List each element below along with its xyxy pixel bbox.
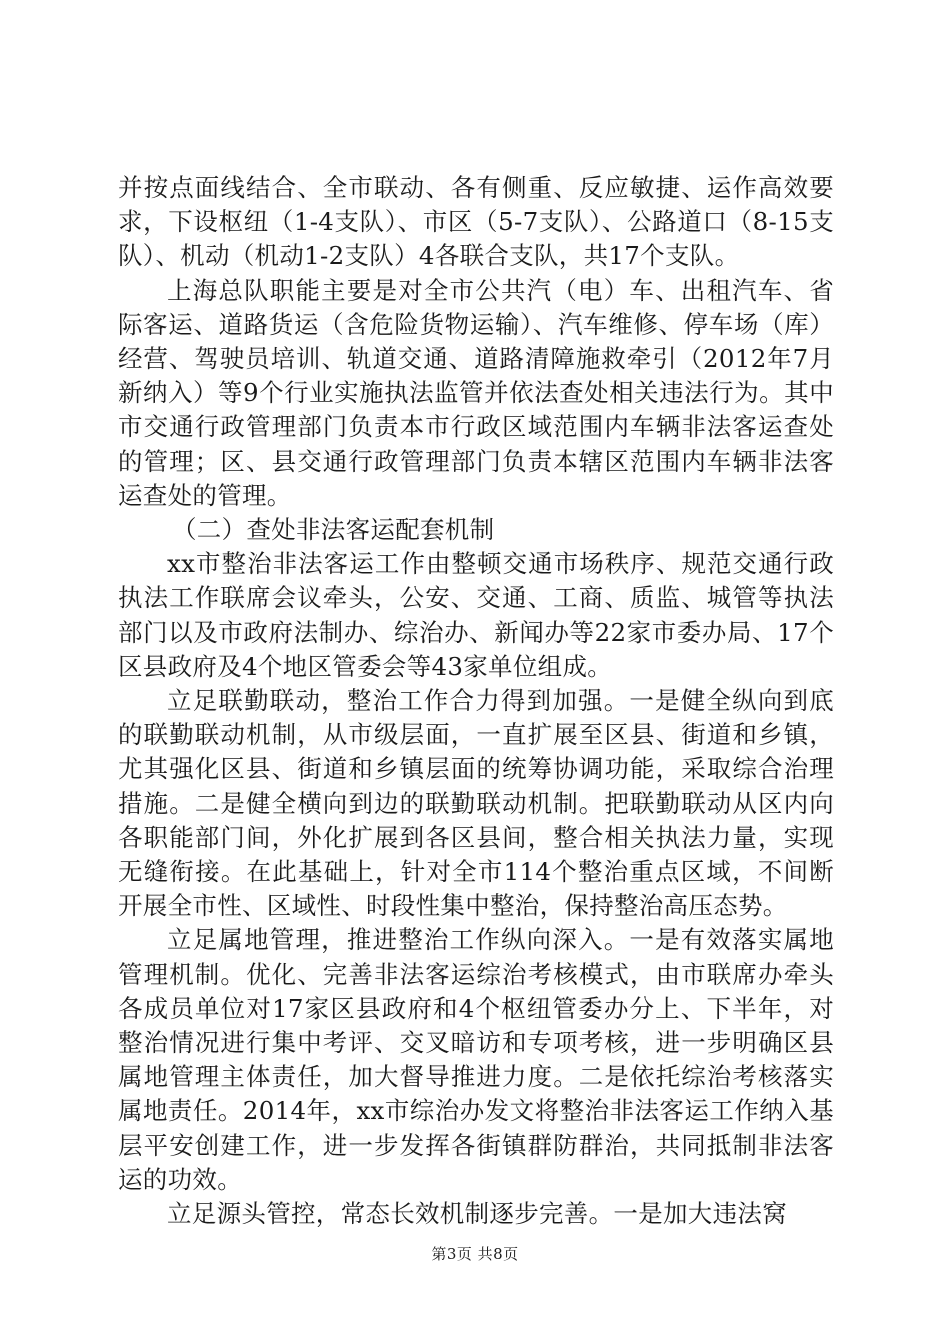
document-body [118,171,834,1231]
paragraph-shanghai-duties: 上海总队职能主要是对全市公共汽（电）车、出租汽车、省际客运、道路货运（含危险货物运输）、汽车维修、停车场（库）经营、驾驶员培训、轨道交通、道路清障施救牵引（2012年7月新纳入）等9个行业实施执法监管并依法查处相关违法行为。其中市交通行政管理部门负责本市行政区域范围内车辆非法客运查处的管理；区、县交通行政管理部门负责本辖区范围内车辆非法客运查处的管理。 [118,275,834,510]
section-heading: （二）查处非法客运配套机制 [172,515,495,545]
paragraph-joint-meeting: xx市整治非法客运工作由整顿交通市场秩序、规范交通行政执法工作联席会议牵头，公安、交通、工商、质监、城管等执法部门以及市政府法制办、综治办、新闻办等22家市委办局、17个区县政府及4个地区管委会等43家单位组成。 [118,549,834,681]
paragraph-continued: 并按点面线结合、全市联动、各有侧重、反应敏捷、运作高效要求，下设枢纽（1-4支队）、市区（5-7支队）、公路道口（8-15支队）、机动（机动1-2支队）4各联合支队，共17个支队。 [118,173,834,271]
paragraph-territorial-management: 立足属地管理，推进整治工作纵向深入。一是有效落实属地管理机制。优化、完善非法客运综治考核模式，由市联席办牵头各成员单位对17家区县政府和4个枢纽管委办分上、下半年，对整治情况进行集中考评、交叉暗访和专项考核，进一步明确区县属地管理主体责任，加大督导推进力度。二是依托综治考核落实属地责任。2014年，xx市综治办发文将整治非法客运工作纳入基层平安创建工作，进一步发挥各街镇群防群治，共同抵制非法客运的功效。 [118,925,834,1194]
paragraph-joint-enforcement: 立足联勤联动，整治工作合力得到加强。一是健全纵向到底的联勤联动机制，从市级层面，一直扩展至区县、街道和乡镇，尤其强化区县、街道和乡镇层面的统筹协调功能，采取综合治理措施。二是健全横向到边的联勤联动机制。把联勤联动从区内向各职能部门间，外化扩展到各区县间，整合相关执法力量，实现无缝衔接。在此基础上，针对全市114个整治重点区域，不间断开展全市性、区域性、时段性集中整治，保持整治高压态势。 [118,686,834,921]
page-footer: 第3页 共8页 [431,1245,519,1263]
paragraph-source-control: 立足源头管控，常态长效机制逐步完善。一是加大违法窝 [167,1199,787,1229]
